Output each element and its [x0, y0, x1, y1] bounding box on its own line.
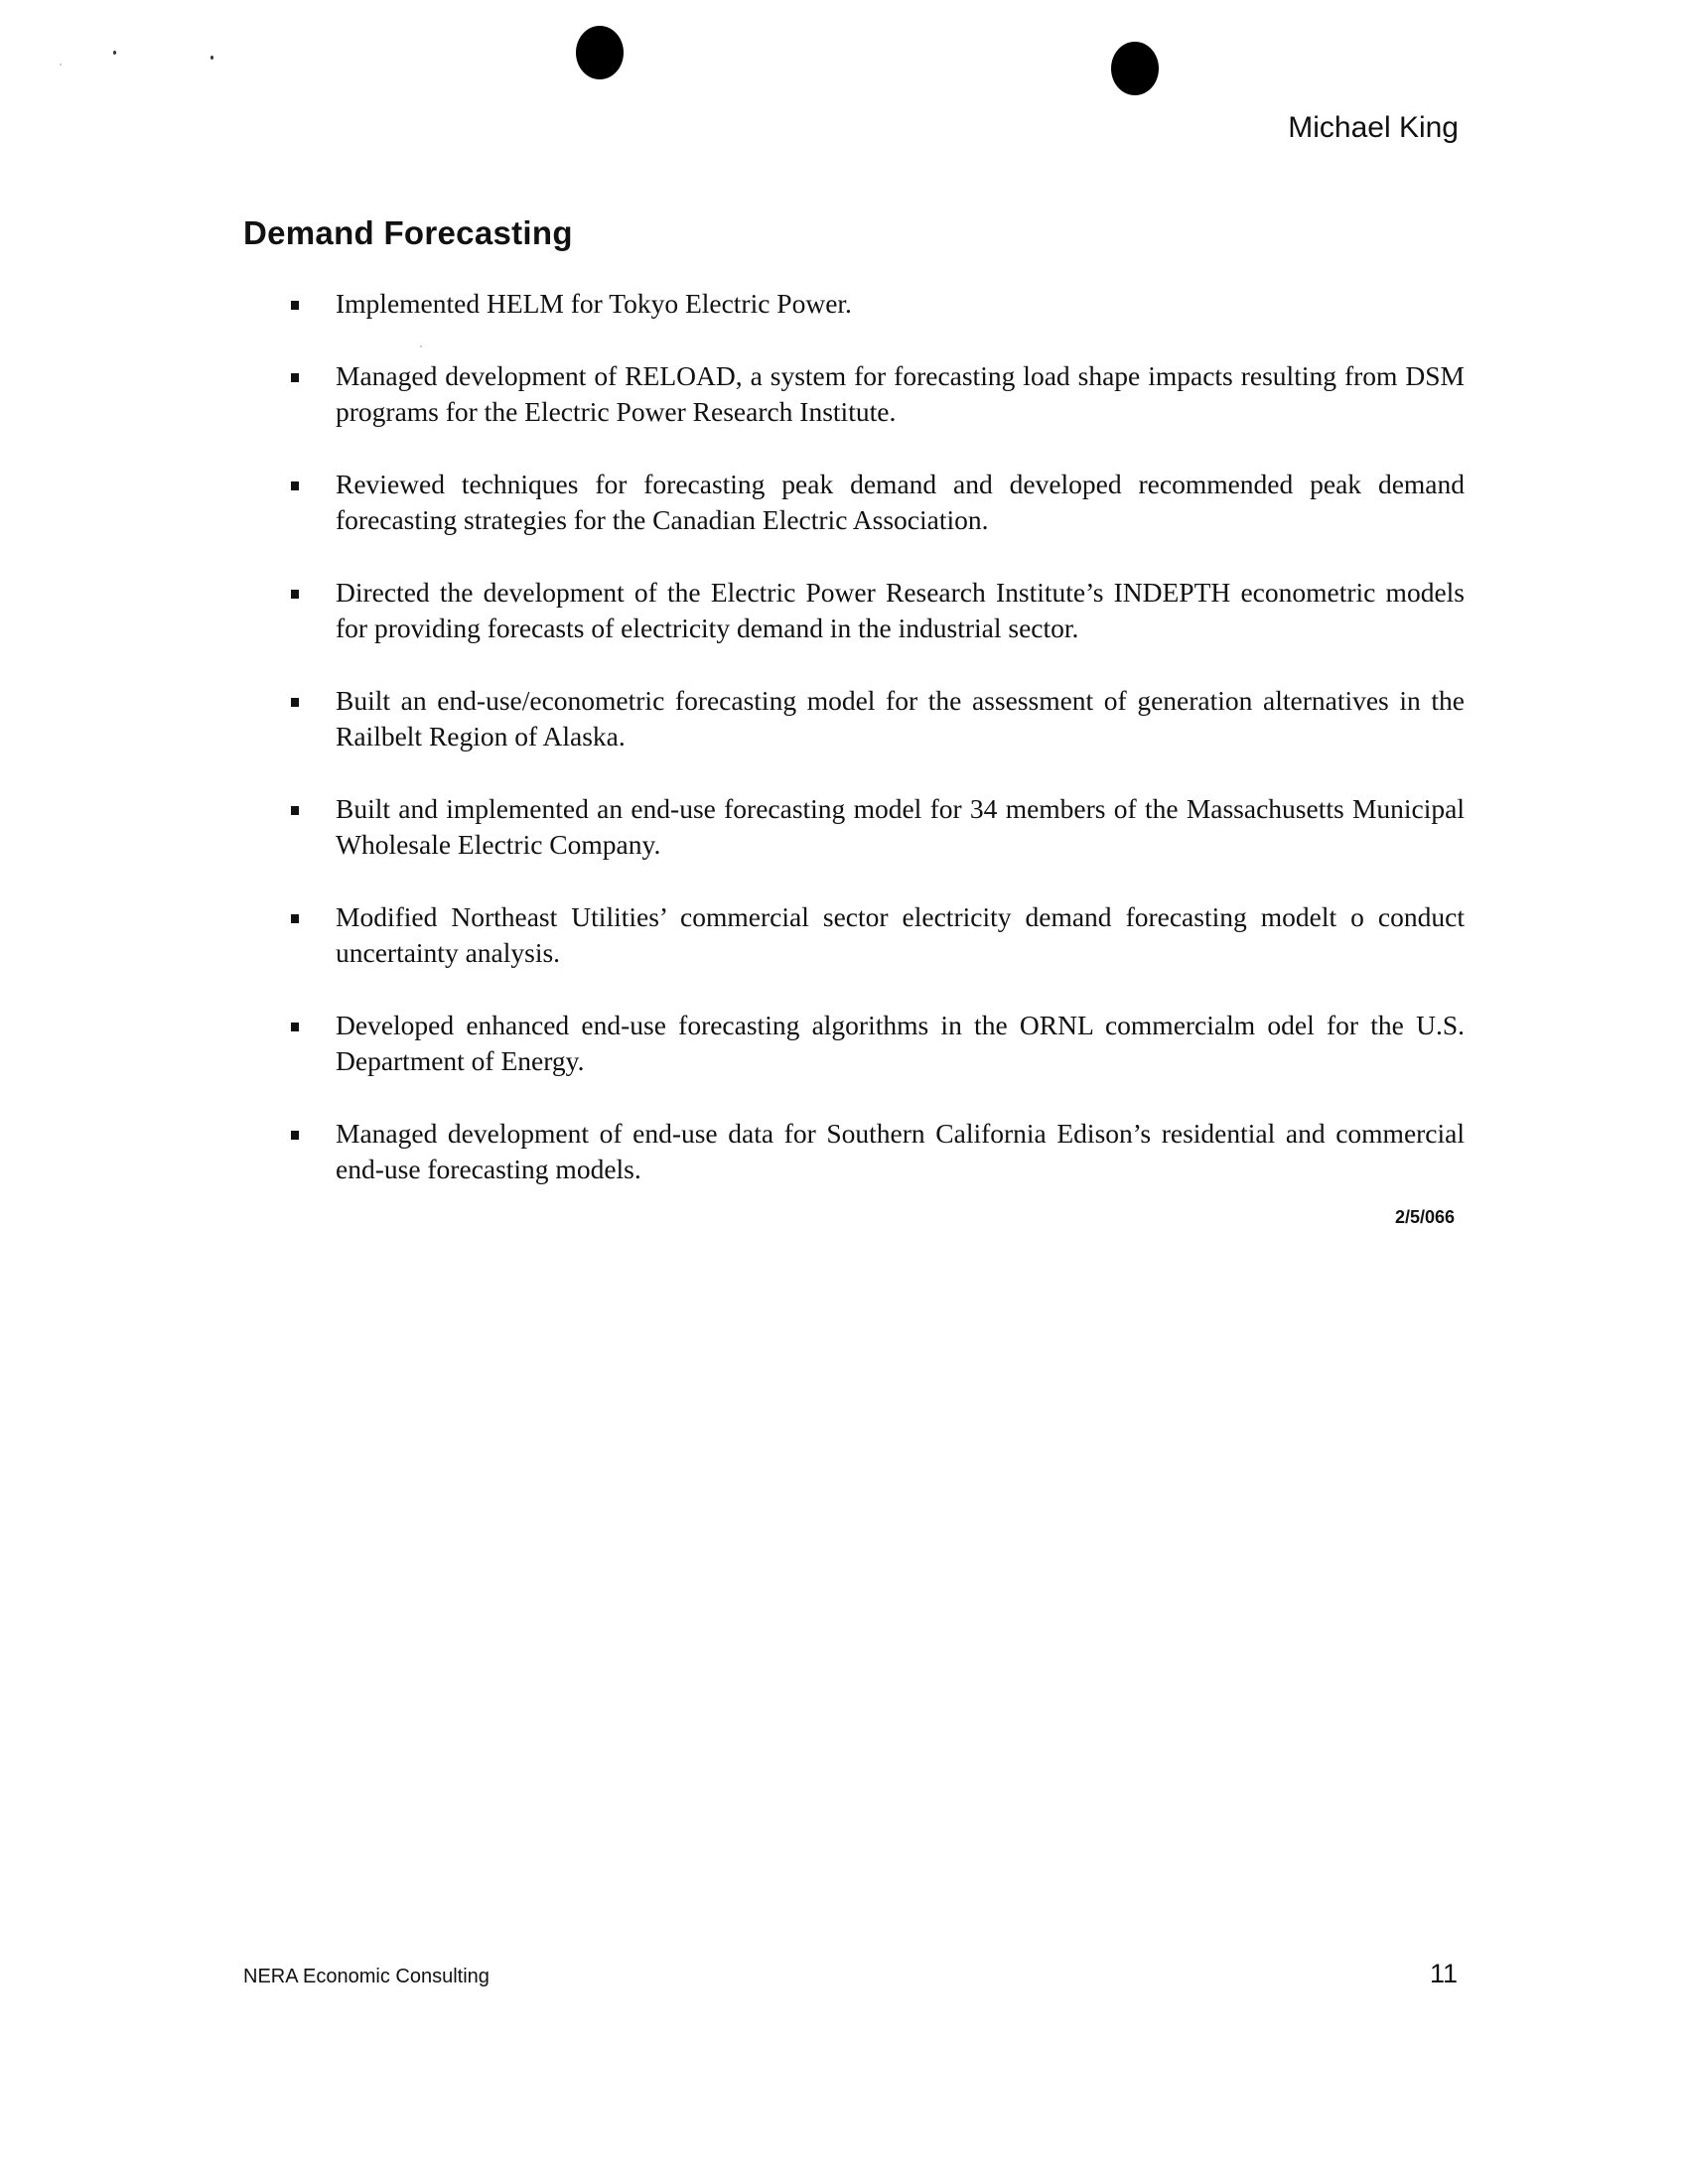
footer-company: NERA Economic Consulting: [243, 1966, 490, 1987]
punch-hole-left: [576, 26, 624, 79]
list-item-text: Reviewed techniques for forecasting peak demand and developed recommended peak demand forecasting strategies for the Canadian Electric Association.: [336, 469, 1465, 535]
scan-speck: [60, 64, 62, 66]
list-item: [288, 683, 1465, 754]
list-item: [288, 1116, 1465, 1187]
square-bullet-icon: [291, 590, 299, 599]
list-item-text: Built an end-use/econometric forecasting model for the assessment of generation alternatives in the Railbelt Region of Alaska.: [336, 685, 1465, 751]
list-item: [288, 286, 1465, 322]
square-bullet-icon: [291, 806, 299, 815]
list-item-text: Implemented HELM for Tokyo Electric Power.: [336, 288, 852, 319]
list-item-text: Developed enhanced end-use forecasting algorithms in the ORNL commercialm odel for the U.S. Department of Energy.: [336, 1010, 1465, 1076]
square-bullet-icon: [291, 698, 299, 707]
demand-forecasting-list: [288, 286, 1465, 1224]
list-item-text: Modified Northeast Utilities’ commercial sector electricity demand forecasting modelt o conduct uncertainty analysis.: [336, 901, 1465, 968]
square-bullet-icon: [291, 301, 299, 310]
footer-page-number: 11: [1429, 1959, 1458, 1988]
square-bullet-icon: [291, 373, 299, 382]
scan-speck: [210, 56, 213, 60]
square-bullet-icon: [291, 1131, 299, 1140]
scan-speck: [113, 51, 116, 55]
list-item: [288, 791, 1465, 863]
list-item: [288, 467, 1465, 538]
list-item: [288, 899, 1465, 971]
square-bullet-icon: [291, 1023, 299, 1031]
list-item: [288, 1008, 1465, 1079]
header-author-name: Michael King: [1288, 111, 1459, 144]
list-item-text: Directed the development of the Electric Power Research Institute’s INDEPTH econometric models for providing forecasts of electricity demand in the industrial sector.: [336, 577, 1465, 643]
revision-code: 2/5/066: [1394, 1207, 1455, 1227]
square-bullet-icon: [291, 481, 299, 490]
list-item: [288, 575, 1465, 646]
list-item-text: Built and implemented an end-use forecasting model for 34 members of the Massachusetts Municipal Wholesale Electric Company.: [336, 793, 1465, 860]
section-title: Demand Forecasting: [243, 214, 573, 251]
list-item: [288, 358, 1465, 430]
square-bullet-icon: [291, 914, 299, 923]
list-item-text: Managed development of RELOAD, a system for forecasting load shape impacts resulting from DSM programs for the Electric Power Research Institute.: [336, 360, 1465, 427]
punch-hole-right: [1111, 42, 1159, 95]
list-item-text: Managed development of end-use data for Southern California Edison’s residential and commercial end-use forecasting models.: [336, 1118, 1465, 1184]
